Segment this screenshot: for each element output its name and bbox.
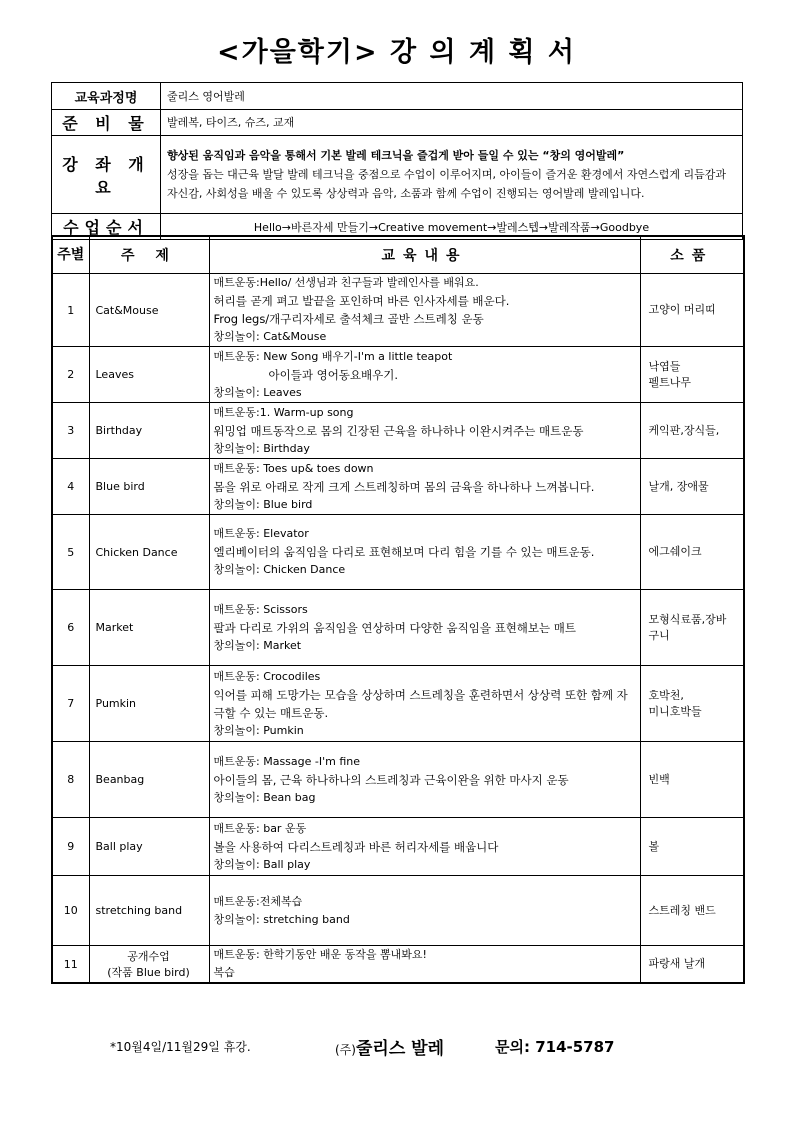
week-number: 6 [52,590,89,666]
content-line: 몸을 위로 아래로 작게 크게 스트레칭하며 몸의 금육을 하나하나 느껴봅니다. [213,479,595,494]
plan-row [52,818,744,876]
week-number: 1 [52,274,89,347]
header-content: 교육내용 [209,236,640,274]
week-number: 11 [52,946,89,984]
week-number: 10 [52,876,89,946]
prop-line: 펠트나무 [648,375,692,389]
content-line: 창의놀이: Birthday [213,441,310,455]
prop-line: 볼 [648,839,660,853]
content-line: 팔과 다리로 가위의 움직임을 연상하며 다양한 움직임을 표현해보는 매트 [213,620,577,635]
week-content [209,876,640,946]
week-number: 7 [52,666,89,742]
prop-line: 구니 [648,628,670,642]
content-line: 복습 [213,966,235,979]
week-theme: Beanbag [89,742,209,818]
course-value: 줄리스 영어발레 [161,83,743,110]
brand [335,1034,444,1059]
order-label: 수업순서 [52,214,161,240]
overview-label: 강 좌 개 요 [52,136,161,214]
content-line: 창의놀이: Chicken Dance [213,563,346,576]
week-number: 3 [52,403,89,459]
prop-line: 스트레칭 밴드 [648,903,716,917]
header-theme: 주 제 [89,236,209,274]
week-theme: Ball play [89,818,209,876]
content-line: 매트운동: Scissors [213,602,308,616]
week-content [209,946,640,984]
week-theme: Chicken Dance [89,515,209,590]
prop-line: 빈백 [648,772,670,786]
content-line: 매트운동:전체복습 [213,894,303,908]
week-content [209,666,640,742]
content-line: 매트운동: Toes up& toes down [213,461,374,475]
content-line: 창의놀이: stretching band [213,912,350,926]
prop-line: 낙엽들 [648,359,681,373]
content-line: 창의놀이: Pumkin [213,723,304,737]
brand-name: 줄리스 발레 [355,1039,444,1059]
weekly-plan-table [51,235,745,984]
plan-row [52,590,744,666]
week-number: 8 [52,742,89,818]
prep-label: 준 비 물 [52,110,161,136]
overview-cell [161,136,743,214]
course-info-table [51,82,743,240]
week-theme: Blue bird [89,459,209,515]
content-line: 매트운동: Massage -I'm fine [213,754,361,768]
content-line: 아이들의 몸, 근육 하나하나의 스트레칭과 근육이완을 위한 마사지 운동 [213,772,569,787]
plan-row [52,666,744,742]
week-props [640,742,744,818]
prop-line: 에그쉐이크 [648,545,702,558]
plan-row [52,515,744,590]
content-line: 창의놀이: Cat&Mouse [213,330,327,343]
week-props [640,590,744,666]
order-value: Hello→바른자세 만들기→Creative movement→발레스텝→발레작품→Goodbye [161,214,743,240]
brand-prefix: (주) [335,1043,356,1057]
plan-row [52,403,744,459]
week-props [640,274,744,347]
week-content [209,459,640,515]
header-props: 소품 [640,236,744,274]
week-content [209,818,640,876]
week-props [640,818,744,876]
week-content [209,347,640,403]
content-line: 워밍업 매트동작으로 몸의 긴장된 근육을 하나하나 이완시켜주는 매트운동 [213,423,584,438]
week-props [640,347,744,403]
week-content [209,274,640,347]
week-theme: Birthday [89,403,209,459]
content-line: 창의놀이: Market [213,638,302,652]
content-line: 창의놀이: Bean bag [213,790,316,804]
page-title: <가을학기> 강 의 계 획 서 [217,37,576,68]
week-props [640,876,744,946]
week-content [209,515,640,590]
prop-line: 모형식료품,장바 [648,612,727,626]
week-number: 9 [52,818,89,876]
week-theme: Market [89,590,209,666]
week-props [640,403,744,459]
week-theme: Leaves [89,347,209,403]
header-week: 주별 [52,236,89,274]
content-line: 엘리베이터의 움직임을 다리로 표현해보며 다리 힘을 기를 수 있는 매트운동. [213,545,595,559]
content-line: 매트운동: Crocodiles [213,669,321,683]
content-line: Frog legs/개구리자세로 출석체크 골반 스트레칭 운동 [213,312,484,326]
overview-headline: 향상된 움직임과 음악을 통해서 기본 발레 테크닉을 즐겁게 받아 들일 수 있는 “창의 영어발레” [167,149,625,162]
content-line: 매트운동: Elevator [213,527,309,540]
content-line: 아이들과 영어동요배우기. [268,367,399,382]
content-line: 허리를 곧게 펴고 발끝을 포인하며 바른 인사자세를 배운다. [213,294,510,308]
prop-line: 파랑새 날개 [648,957,706,970]
content-line: 볼을 사용하여 다리스트레칭과 바른 허리자세를 배웁니다 [213,839,499,854]
plan-row [52,946,744,984]
week-props [640,666,744,742]
week-theme: stretching band [89,876,209,946]
prop-line: 미니호박들 [648,704,702,718]
prop-line: 날개, 장애물 [648,479,709,493]
prop-line: 케익판,장식들, [648,423,720,437]
content-line: 창의놀이: Leaves [213,385,302,399]
week-props [640,946,744,984]
content-line: 매트운동: 한학기동안 배운 동작을 뽐내봐요! [213,948,427,961]
plan-row [52,347,744,403]
week-number: 4 [52,459,89,515]
content-line: 창의놀이: Ball play [213,857,311,871]
prop-line: 고양이 머리띠 [648,303,716,316]
week-number: 5 [52,515,89,590]
holiday-note: *10월4일/11월29일 휴강. [110,1040,251,1054]
plan-row [52,876,744,946]
week-content [209,403,640,459]
content-line: 매트운동: bar 운동 [213,821,307,835]
content-line: 매트운동:1. Warm-up song [213,405,354,419]
content-line: 매트운동:Hello/ 선생님과 친구들과 발레인사를 배워요. [213,276,479,289]
plan-row [52,742,744,818]
prep-value: 발레복, 타이즈, 슈즈, 교재 [161,110,743,136]
week-theme: 공개수업 (작품 Blue bird) [89,946,209,984]
week-content [209,590,640,666]
plan-row [52,274,744,347]
week-number: 2 [52,347,89,403]
week-content [209,742,640,818]
prop-line: 호박천, [648,688,684,702]
course-label: 교육과정명 [52,83,161,110]
content-line: 매트운동: New Song 배우기-I'm a little teapot [213,349,453,363]
week-theme: Cat&Mouse [89,274,209,347]
week-props [640,459,744,515]
plan-row [52,459,744,515]
content-line: 익어를 피해 도망가는 모습을 상상하며 스트레칭을 훈련하면서 상상력 또한 함께 자극할 수 있는 매트운동. [213,687,628,720]
contact: 문의: 714-5787 [495,1038,615,1056]
content-line: 창의놀이: Blue bird [213,497,313,511]
week-props [640,515,744,590]
week-theme: Pumkin [89,666,209,742]
overview-body: 성장을 돕는 대근육 발달 발레 테크닉을 중점으로 수업이 이루어지며, 아이들이 즐거운 환경에서 자연스럽게 리듬감과 자신감, 사회성을 배울 수 있도록 상상력과 음악, 소품과 함께 수업이 진행되는 영어발레 발레입니다. [167,168,726,200]
